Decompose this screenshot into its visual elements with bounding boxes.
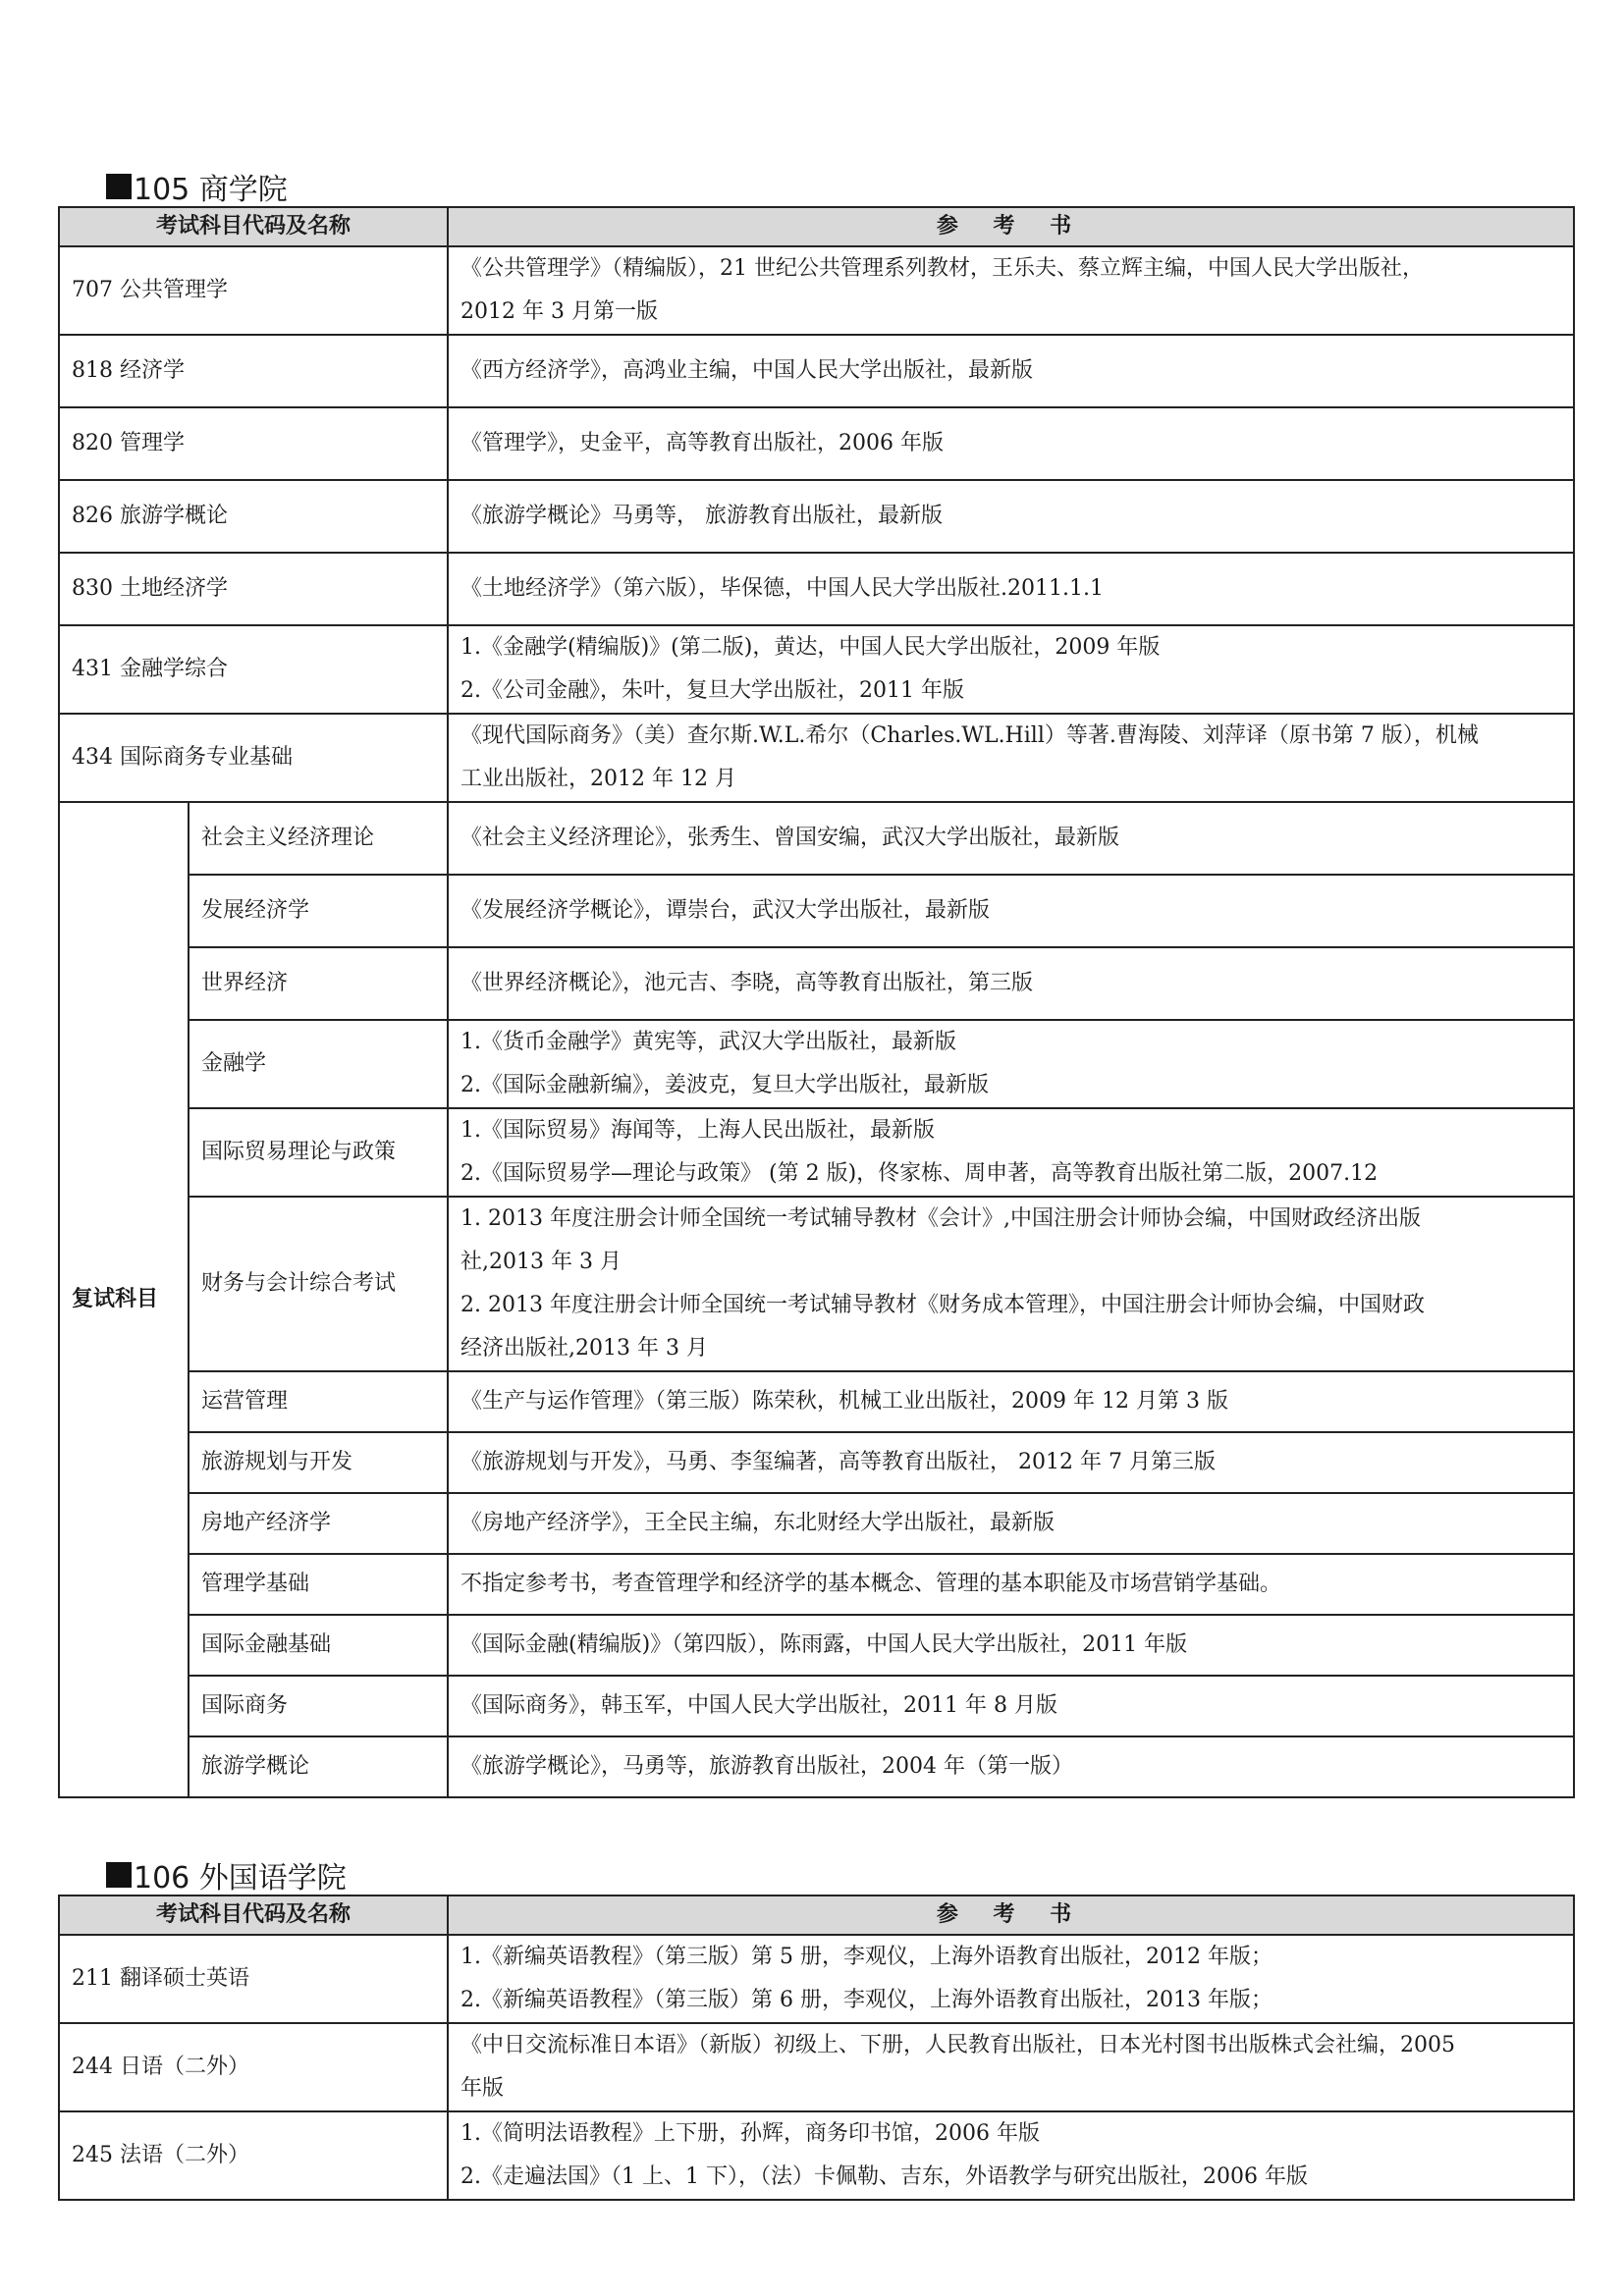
table-row [59, 1935, 1574, 2023]
subject-name: 旅游学概论 [189, 1736, 448, 1797]
header-code: 考试科目代码及名称 [59, 1896, 448, 1935]
subject-name: 旅游规划与开发 [189, 1432, 448, 1493]
table-row [59, 2023, 1574, 2111]
reference-cell: 《生产与运作管理》（第三版）陈荣秋，机械工业出版社，2009 年 12 月第 3 版 [448, 1371, 1574, 1432]
course-code: 211 翻译硕士英语 [59, 1935, 448, 2023]
reference-cell: 《社会主义经济理论》，张秀生、曾国安编，武汉大学出版社，最新版 [448, 802, 1574, 875]
reference-cell: 不指定参考书，考查管理学和经济学的基本概念、管理的基本职能及市场营销学基础。 [448, 1554, 1574, 1615]
subject-name: 管理学基础 [189, 1554, 448, 1615]
table-row [59, 1432, 1574, 1493]
course-code: 431 金融学综合 [59, 625, 448, 714]
subject-name: 运营管理 [189, 1371, 448, 1432]
reference-cell: 《国际商务》，韩玉军，中国人民大学出版社，2011 年 8 月版 [448, 1676, 1574, 1736]
table-row [59, 1371, 1574, 1432]
table-row [59, 625, 1574, 714]
reference-table-105 [58, 206, 1575, 1798]
course-code: 818 经济学 [59, 335, 448, 407]
header-code: 考试科目代码及名称 [59, 207, 448, 246]
table-row [59, 1736, 1574, 1797]
subject-name: 金融学 [189, 1020, 448, 1108]
reference-cell: 《旅游学概论》，马勇等，旅游教育出版社，2004 年（第一版） [448, 1736, 1574, 1797]
reference-cell: 1.《国际贸易》海闻等，上海人民出版社，最新版 2.《国际贸易学—理论与政策》 (第 2 版)，佟家栋、周申著，高等教育出版社第二版，2007.12 [448, 1108, 1574, 1197]
table-row [59, 246, 1574, 335]
table-header-row [59, 207, 1574, 246]
table-row [59, 407, 1574, 480]
table-row [59, 1493, 1574, 1554]
subject-name: 国际金融基础 [189, 1615, 448, 1676]
table-header-row [59, 1896, 1574, 1935]
subject-name: 发展经济学 [189, 875, 448, 947]
reference-cell: 《管理学》，史金平，高等教育出版社，2006 年版 [448, 407, 1574, 480]
table-row [59, 1108, 1574, 1197]
table-row [59, 335, 1574, 407]
reference-cell: 《世界经济概论》，池元吉、李晓，高等教育出版社，第三版 [448, 947, 1574, 1020]
table-row [59, 1197, 1574, 1371]
header-ref: 参 考 书 [448, 1896, 1574, 1935]
table-row [59, 1554, 1574, 1615]
table-row [59, 1676, 1574, 1736]
reference-cell: 1. 2013 年度注册会计师全国统一考试辅导教材《会计》,中国注册会计师协会编，中国财政经济出版 社,2013 年 3 月 2. 2013 年度注册会计师全国统一考试辅导教材《财务成本管理》，中国注册会计师协会编，中国财政 经济出版社,2013 年 3 月 [448, 1197, 1574, 1371]
reference-table-106 [58, 1895, 1575, 2201]
subject-name: 房地产经济学 [189, 1493, 448, 1554]
square-bullet-icon [106, 1862, 132, 1888]
table-row [59, 480, 1574, 553]
reference-cell: 1.《新编英语教程》（第三版）第 5 册，李观仪，上海外语教育出版社，2012 年版； 2.《新编英语教程》（第三版）第 6 册，李观仪，上海外语教育出版社，2013 年版； [448, 1935, 1574, 2023]
section-title-text: 106 外国语学院 [134, 1861, 347, 1896]
reference-cell: 《现代国际商务》（美）查尔斯.W.L.希尔（Charles.WL.Hill）等著.曹海陵、刘萍译（原书第 7 版），机械 工业出版社，2012 年 12 月 [448, 714, 1574, 802]
reference-cell: 《中日交流标准日本语》（新版）初级上、下册，人民教育出版社，日本光村图书出版株式会社编，2005 年版 [448, 2023, 1574, 2111]
table-row [59, 1020, 1574, 1108]
table-row [59, 2111, 1574, 2200]
subject-name: 国际商务 [189, 1676, 448, 1736]
course-code: 434 国际商务专业基础 [59, 714, 448, 802]
square-bullet-icon [106, 174, 132, 199]
course-code: 244 日语（二外） [59, 2023, 448, 2111]
table-row [59, 1615, 1574, 1676]
reference-cell: 1.《简明法语教程》上下册，孙辉，商务印书馆，2006 年版 2.《走遍法国》（1 上、1 下），（法）卡佩勒、吉东，外语教学与研究出版社，2006 年版 [448, 2111, 1574, 2200]
table-row [59, 714, 1574, 802]
header-ref: 参 考 书 [448, 207, 1574, 246]
course-code: 245 法语（二外） [59, 2111, 448, 2200]
table-row [59, 947, 1574, 1020]
course-code: 820 管理学 [59, 407, 448, 480]
subject-name: 国际贸易理论与政策 [189, 1108, 448, 1197]
table-row [59, 553, 1574, 625]
reference-cell: 《旅游规划与开发》，马勇、李玺编著，高等教育出版社， 2012 年 7 月第三版 [448, 1432, 1574, 1493]
reference-cell: 《发展经济学概论》，谭崇台，武汉大学出版社，最新版 [448, 875, 1574, 947]
table-row [59, 802, 1574, 875]
reference-cell: 《土地经济学》（第六版），毕保德，中国人民大学出版社.2011.1.1 [448, 553, 1574, 625]
reference-cell: 1.《金融学(精编版)》(第二版)，黄达，中国人民大学出版社，2009 年版 2.《公司金融》，朱叶，复旦大学出版社，2011 年版 [448, 625, 1574, 714]
section-title-text: 105 商学院 [134, 173, 288, 207]
course-code: 830 土地经济学 [59, 553, 448, 625]
section-title-106 [106, 1853, 347, 1896]
reference-cell: 1.《货币金融学》黄宪等，武汉大学出版社，最新版 2.《国际金融新编》，姜波克，复旦大学出版社，最新版 [448, 1020, 1574, 1108]
reference-cell: 《房地产经济学》，王全民主编，东北财经大学出版社，最新版 [448, 1493, 1574, 1554]
reference-cell: 《旅游学概论》马勇等， 旅游教育出版社，最新版 [448, 480, 1574, 553]
subject-name: 社会主义经济理论 [189, 802, 448, 875]
reference-cell: 《国际金融(精编版)》（第四版），陈雨露，中国人民大学出版社，2011 年版 [448, 1615, 1574, 1676]
reference-cell: 《西方经济学》，高鸿业主编，中国人民大学出版社，最新版 [448, 335, 1574, 407]
course-code: 707 公共管理学 [59, 246, 448, 335]
group-label: 复试科目 [59, 802, 189, 1797]
table-row [59, 875, 1574, 947]
section-title-105 [106, 165, 288, 208]
subject-name: 世界经济 [189, 947, 448, 1020]
subject-name: 财务与会计综合考试 [189, 1197, 448, 1371]
reference-cell: 《公共管理学》（精编版），21 世纪公共管理系列教材，王乐夫、蔡立辉主编，中国人民大学出版社， 2012 年 3 月第一版 [448, 246, 1574, 335]
course-code: 826 旅游学概论 [59, 480, 448, 553]
